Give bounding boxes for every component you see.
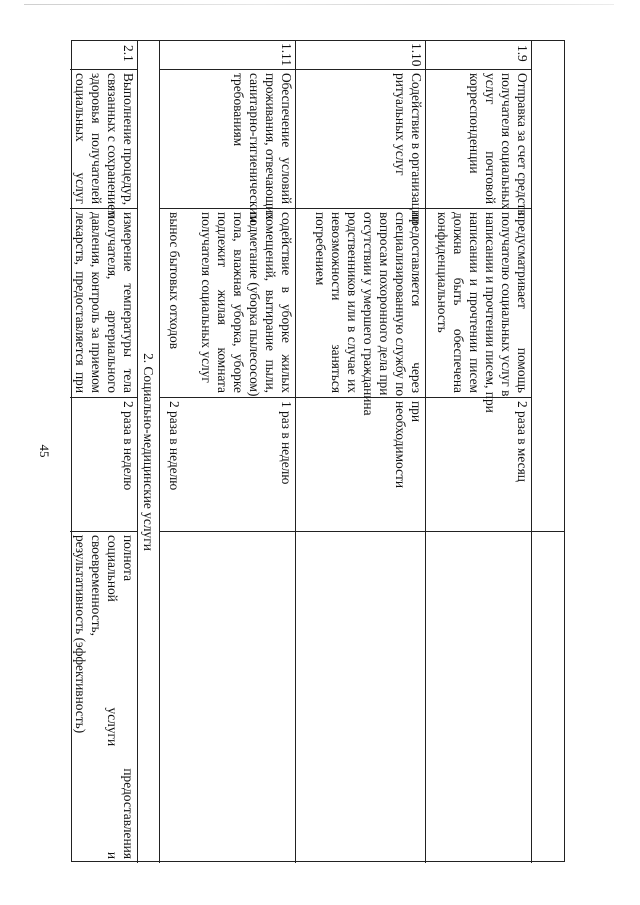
row-1-10-frequency bbox=[390, 397, 426, 531]
text-line: получателя социальных bbox=[499, 73, 514, 210]
row-1-9-service bbox=[464, 69, 532, 216]
services-table bbox=[71, 40, 565, 862]
text-line bbox=[214, 401, 230, 527]
text-line: написании и прочтении писем, при bbox=[483, 212, 498, 413]
text-line: родственников или в случае их bbox=[345, 212, 360, 393]
row-1-9-content bbox=[432, 208, 532, 413]
text-line: при bbox=[409, 401, 424, 423]
text-line: полнота предоставления bbox=[121, 535, 136, 859]
text-line: подметание (уборка пылесосом) bbox=[247, 212, 262, 397]
text-line: предоставляется через bbox=[409, 212, 424, 393]
text-line: проживания, отвечающих bbox=[263, 73, 278, 220]
text-line: социальной услуги и bbox=[105, 535, 120, 859]
text-line: своевременность, bbox=[89, 535, 104, 636]
text-line: результативность (эффективность) bbox=[73, 535, 88, 734]
text-line: здоровья получателей bbox=[89, 73, 104, 204]
text-line: ритуальных услуг bbox=[393, 73, 408, 176]
text-line: 1 раз в неделю bbox=[279, 401, 294, 485]
text-line: измерение температуры тела bbox=[121, 212, 136, 393]
text-line: должна быть обеспечена bbox=[451, 212, 466, 393]
text-line: содействие в уборке жилых bbox=[279, 212, 294, 393]
row-1-9-number: 1.9 bbox=[515, 45, 530, 62]
text-line: социальных услуг bbox=[73, 73, 88, 204]
text-line bbox=[230, 401, 246, 527]
text-line: 2 раза в месяц bbox=[515, 401, 530, 482]
text-line: погребением bbox=[313, 212, 328, 286]
text-line: санитарно-гигиеническим bbox=[247, 73, 262, 224]
text-line: вопросам похоронного дела при bbox=[377, 212, 392, 396]
text-line: получателю социальных услуг в bbox=[499, 212, 514, 397]
text-line: получателя социальных услуг bbox=[199, 212, 214, 383]
rotated-table-wrapper bbox=[71, 40, 565, 862]
row-1-11-frequency bbox=[164, 397, 296, 531]
text-line: конфиденциальность bbox=[435, 212, 450, 333]
text-line: отсутствии у умершего гражданина bbox=[361, 212, 376, 416]
text-line: необходимости bbox=[393, 401, 408, 489]
page-number: 45 bbox=[37, 444, 52, 458]
row-1-11-number: 1.11 bbox=[279, 43, 294, 66]
text-line bbox=[246, 401, 262, 527]
text-line: написании и прочтении писем bbox=[467, 212, 482, 393]
row-1-10-service bbox=[390, 69, 426, 225]
scan-artifact-line bbox=[24, 4, 614, 5]
row-2-1-number: 2.1 bbox=[121, 45, 136, 62]
text-line: специализированную службу по bbox=[393, 212, 408, 397]
text-line: вынос бытовых отходов bbox=[167, 212, 182, 350]
row-1-9-frequency bbox=[512, 397, 532, 531]
text-line: лекарств, предоставляется при bbox=[73, 212, 88, 393]
text-line: связанных с сохранением bbox=[105, 73, 120, 219]
text-line: давления, контроль за приемом bbox=[89, 212, 104, 393]
text-line: 2 раза в неделю bbox=[167, 401, 182, 491]
text-line: Отправка за счет средств bbox=[515, 73, 530, 216]
text-line: услуг почтовой bbox=[483, 73, 498, 204]
text-line: требованиям bbox=[231, 73, 246, 147]
row-2-1-content bbox=[70, 208, 138, 397]
text-line bbox=[182, 212, 198, 393]
text-line: предусматривает помощь bbox=[515, 212, 530, 393]
text-line: невозможности заняться bbox=[329, 212, 344, 393]
text-line: пола, влажная уборка, уборке bbox=[231, 212, 246, 393]
section-header: 2. Социально-медицинские услуги bbox=[141, 353, 156, 551]
text-line: подлежит жилая комната bbox=[215, 212, 230, 393]
row-divider bbox=[159, 41, 160, 863]
text-line bbox=[182, 401, 198, 527]
col-divider bbox=[160, 531, 564, 532]
text-line bbox=[198, 401, 214, 527]
text-line bbox=[262, 401, 278, 527]
text-line: Обеспечение условий bbox=[279, 73, 294, 204]
text-line: 2 раза в неделю bbox=[121, 401, 136, 491]
text-line: Выполнение процедур, bbox=[121, 73, 136, 206]
text-line: корреспонденции bbox=[467, 73, 482, 174]
text-line: Содействие в организации bbox=[409, 73, 424, 225]
row-1-10-content bbox=[310, 208, 426, 416]
row-2-1-frequency bbox=[118, 397, 138, 531]
row-2-1-criteria bbox=[70, 531, 138, 863]
text-line: помещений, вытирание пыли, bbox=[263, 212, 278, 393]
row-1-11-service bbox=[228, 69, 296, 224]
text-line: получателя, артериального bbox=[105, 212, 120, 393]
row-2-1-service bbox=[70, 69, 138, 219]
row-1-10-number: 1.10 bbox=[409, 43, 424, 67]
row-1-11-content bbox=[164, 208, 296, 397]
